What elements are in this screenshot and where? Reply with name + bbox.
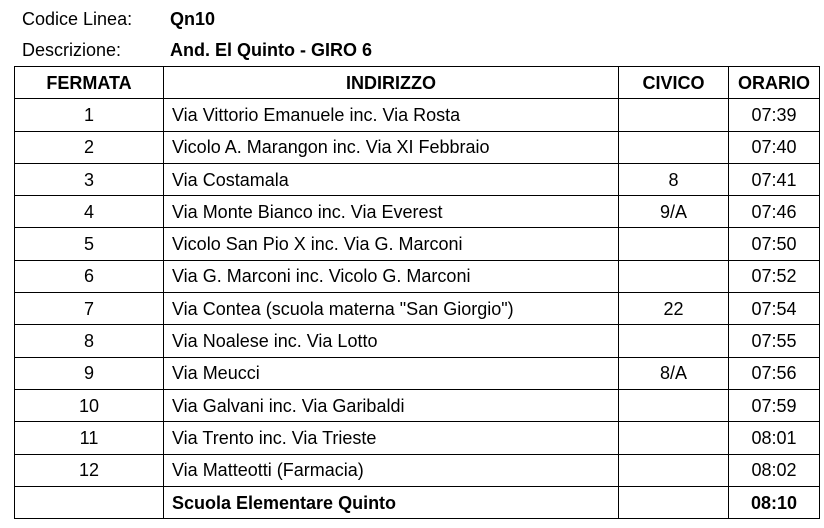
cell-orario: 08:01: [729, 422, 820, 454]
table-header-row: [15, 67, 820, 99]
cell-fermata: 6: [15, 260, 164, 292]
cell-indirizzo: Via Trento inc. Via Trieste: [164, 422, 619, 454]
cell-orario: 07:46: [729, 196, 820, 228]
column-header-fermata: FERMATA: [15, 67, 164, 99]
cell-indirizzo: Via Contea (scuola materna "San Giorgio"): [164, 293, 619, 325]
line-code-value: Qn10: [170, 9, 216, 29]
cell-orario: 07:50: [729, 228, 820, 260]
cell-indirizzo: Via Noalese inc. Via Lotto: [164, 325, 619, 357]
line-code-label: Codice Linea:: [22, 9, 133, 29]
cell-civico: [619, 325, 729, 357]
table-row: [15, 196, 820, 228]
cell-fermata: 7: [15, 293, 164, 325]
cell-fermata: 11: [15, 422, 164, 454]
cell-fermata: 5: [15, 228, 164, 260]
cell-fermata: 9: [15, 357, 164, 389]
cell-orario: 08:10: [729, 486, 820, 518]
cell-orario: 07:59: [729, 389, 820, 421]
cell-fermata: [15, 486, 164, 518]
cell-civico: [619, 99, 729, 131]
column-header-civico: CIVICO: [619, 67, 729, 99]
stops-table-body: [15, 99, 820, 519]
table-row: [15, 163, 820, 195]
cell-civico: 8/A: [619, 357, 729, 389]
description-row: [22, 38, 372, 62]
cell-orario: 07:55: [729, 325, 820, 357]
cell-indirizzo: Via Costamala: [164, 163, 619, 195]
table-row: [15, 486, 820, 518]
cell-indirizzo: Scuola Elementare Quinto: [164, 486, 619, 518]
table-row: [15, 260, 820, 292]
cell-orario: 07:40: [729, 131, 820, 163]
cell-civico: [619, 422, 729, 454]
cell-civico: [619, 260, 729, 292]
table-row: [15, 454, 820, 486]
cell-fermata: 1: [15, 99, 164, 131]
cell-fermata: 8: [15, 325, 164, 357]
table-row: [15, 228, 820, 260]
cell-civico: [619, 454, 729, 486]
cell-civico: 8: [619, 163, 729, 195]
cell-civico: 9/A: [619, 196, 729, 228]
cell-fermata: 4: [15, 196, 164, 228]
cell-fermata: 3: [15, 163, 164, 195]
table-row: [15, 325, 820, 357]
cell-civico: [619, 389, 729, 421]
cell-indirizzo: Vicolo San Pio X inc. Via G. Marconi: [164, 228, 619, 260]
cell-orario: 07:56: [729, 357, 820, 389]
line-code-row: [22, 7, 215, 31]
column-header-orario: ORARIO: [729, 67, 820, 99]
stops-table: [14, 66, 820, 519]
table-row: [15, 293, 820, 325]
cell-orario: 07:54: [729, 293, 820, 325]
table-row: [15, 357, 820, 389]
column-header-indirizzo: INDIRIZZO: [164, 67, 619, 99]
cell-orario: 08:02: [729, 454, 820, 486]
table-row: [15, 99, 820, 131]
cell-fermata: 2: [15, 131, 164, 163]
cell-civico: [619, 131, 729, 163]
cell-indirizzo: Vicolo A. Marangon inc. Via XI Febbraio: [164, 131, 619, 163]
cell-civico: [619, 228, 729, 260]
cell-indirizzo: Via Monte Bianco inc. Via Everest: [164, 196, 619, 228]
cell-orario: 07:52: [729, 260, 820, 292]
cell-indirizzo: Via Meucci: [164, 357, 619, 389]
description-value: And. El Quinto - GIRO 6: [170, 40, 372, 60]
cell-civico: [619, 486, 729, 518]
cell-orario: 07:41: [729, 163, 820, 195]
table-row: [15, 131, 820, 163]
cell-fermata: 12: [15, 454, 164, 486]
cell-indirizzo: Via Galvani inc. Via Garibaldi: [164, 389, 619, 421]
cell-orario: 07:39: [729, 99, 820, 131]
table-row: [15, 422, 820, 454]
cell-fermata: 10: [15, 389, 164, 421]
description-label: Descrizione:: [22, 40, 122, 60]
cell-indirizzo: Via Matteotti (Farmacia): [164, 454, 619, 486]
cell-indirizzo: Via G. Marconi inc. Vicolo G. Marconi: [164, 260, 619, 292]
cell-civico: 22: [619, 293, 729, 325]
table-row: [15, 389, 820, 421]
cell-indirizzo: Via Vittorio Emanuele inc. Via Rosta: [164, 99, 619, 131]
